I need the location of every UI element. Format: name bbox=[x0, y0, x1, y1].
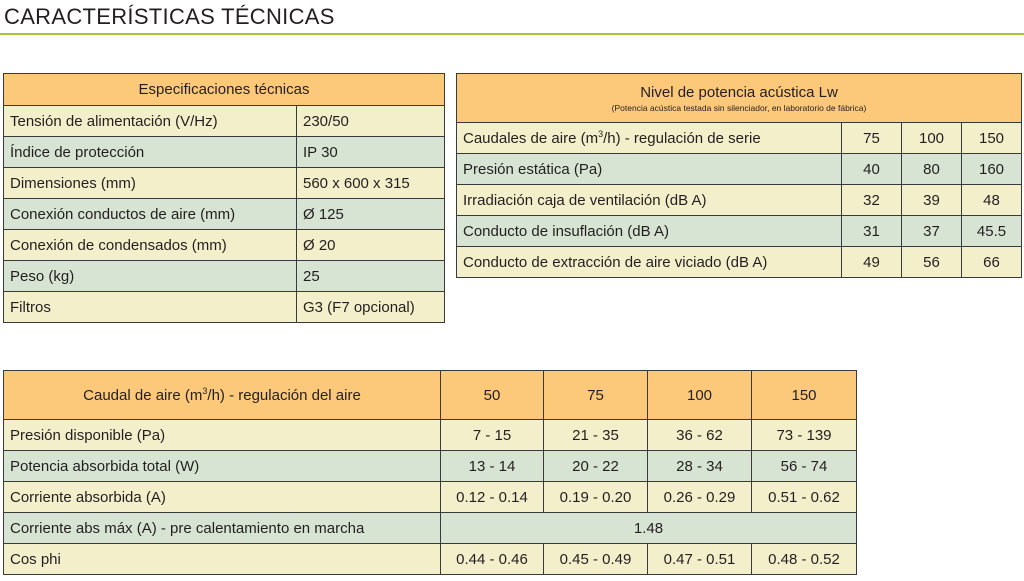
acoustic-cell: 160 bbox=[962, 154, 1022, 185]
airflow-cell: 73 - 139 bbox=[752, 420, 857, 451]
table-row bbox=[4, 168, 445, 199]
acoustic-cell: 32 bbox=[842, 185, 902, 216]
table-row bbox=[4, 261, 445, 292]
airflow-flow-header: 100 bbox=[648, 371, 752, 420]
acoustic-cell: 80 bbox=[902, 154, 962, 185]
table-row bbox=[457, 185, 1022, 216]
airflow-flow-header: 50 bbox=[441, 371, 544, 420]
table-row bbox=[4, 451, 857, 482]
airflow-cell: 0.45 - 0.49 bbox=[544, 544, 648, 575]
title-divider bbox=[0, 33, 1024, 35]
spec-value: G3 (F7 opcional) bbox=[297, 292, 445, 323]
spec-label: Índice de protección bbox=[4, 137, 297, 168]
airflow-row-label: Corriente absorbida (A) bbox=[4, 482, 441, 513]
spec-value: 560 x 600 x 315 bbox=[297, 168, 445, 199]
spec-label: Filtros bbox=[4, 292, 297, 323]
acoustic-title: Nivel de potencia acústica Lw bbox=[640, 83, 838, 101]
airflow-cell: 0.26 - 0.29 bbox=[648, 482, 752, 513]
airflow-cell: 56 - 74 bbox=[752, 451, 857, 482]
acoustic-row-label: Conducto de insuflación (dB A) bbox=[457, 216, 842, 247]
spec-value: 25 bbox=[297, 261, 445, 292]
spec-value: IP 30 bbox=[297, 137, 445, 168]
airflow-cell: 28 - 34 bbox=[648, 451, 752, 482]
acoustic-cell: 45.5 bbox=[962, 216, 1022, 247]
airflow-cell: 7 - 15 bbox=[441, 420, 544, 451]
airflow-cell: 21 - 35 bbox=[544, 420, 648, 451]
spec-value: Ø 125 bbox=[297, 199, 445, 230]
acoustic-row-label: Irradiación caja de ventilación (dB A) bbox=[457, 185, 842, 216]
spec-table bbox=[3, 73, 445, 323]
acoustic-cell: 56 bbox=[902, 247, 962, 278]
airflow-cell: 0.47 - 0.51 bbox=[648, 544, 752, 575]
acoustic-cell: 31 bbox=[842, 216, 902, 247]
spec-table-header: Especificaciones técnicas bbox=[4, 74, 445, 106]
airflow-cell: 0.19 - 0.20 bbox=[544, 482, 648, 513]
acoustic-cell: 39 bbox=[902, 185, 962, 216]
acoustic-flow-value: 100 bbox=[902, 123, 962, 154]
table-row bbox=[457, 154, 1022, 185]
spec-label: Dimensiones (mm) bbox=[4, 168, 297, 199]
airflow-header-label: Caudal de aire $(m^3/h)$ - regulación del aire bbox=[4, 371, 441, 420]
acoustic-cell: 49 bbox=[842, 247, 902, 278]
spec-value: Ø 20 bbox=[297, 230, 445, 261]
spec-label: Conexión conductos de aire (mm) bbox=[4, 199, 297, 230]
airflow-flow-header: 75 bbox=[544, 371, 648, 420]
airflow-cell: 20 - 22 bbox=[544, 451, 648, 482]
airflow-row-label: Presión disponible (Pa) bbox=[4, 420, 441, 451]
spec-value: 230/50 bbox=[297, 106, 445, 137]
table-row bbox=[457, 247, 1022, 278]
table-row bbox=[4, 513, 857, 544]
acoustic-row-label: Presión estática (Pa) bbox=[457, 154, 842, 185]
spec-label: Conexión de condensados (mm) bbox=[4, 230, 297, 261]
acoustic-cell: 37 bbox=[902, 216, 962, 247]
table-row bbox=[4, 544, 857, 575]
airflow-row-label: Potencia absorbida total (W) bbox=[4, 451, 441, 482]
airflow-cell: 0.51 - 0.62 bbox=[752, 482, 857, 513]
table-row bbox=[457, 123, 1022, 154]
airflow-row-label: Corriente abs máx (A) - pre calentamiento en marcha bbox=[4, 513, 441, 544]
airflow-cell: 13 - 14 bbox=[441, 451, 544, 482]
airflow-cell: 36 - 62 bbox=[648, 420, 752, 451]
airflow-cell: 0.48 - 0.52 bbox=[752, 544, 857, 575]
table-row bbox=[4, 106, 445, 137]
acoustic-cell: 40 bbox=[842, 154, 902, 185]
table-row bbox=[4, 137, 445, 168]
acoustic-flow-label: Caudales de aire $(m^3/h)$ - regulación de serie bbox=[457, 123, 842, 154]
acoustic-flow-value: 150 bbox=[962, 123, 1022, 154]
table-row bbox=[457, 216, 1022, 247]
spec-label: Peso (kg) bbox=[4, 261, 297, 292]
table-row bbox=[4, 482, 857, 513]
page-title: CARACTERÍSTICAS TÉCNICAS bbox=[4, 4, 335, 29]
airflow-row-label: Cos phi bbox=[4, 544, 441, 575]
table-row bbox=[4, 292, 445, 323]
acoustic-cell: 66 bbox=[962, 247, 1022, 278]
acoustic-cell: 48 bbox=[962, 185, 1022, 216]
acoustic-flow-value: 75 bbox=[842, 123, 902, 154]
acoustic-row-label: Conducto de extracción de aire viciado (dB A) bbox=[457, 247, 842, 278]
airflow-merged-cell: 1.48 bbox=[441, 513, 857, 544]
acoustic-table-header bbox=[457, 74, 1022, 123]
table-row bbox=[4, 420, 857, 451]
airflow-cell: 0.44 - 0.46 bbox=[441, 544, 544, 575]
acoustic-table bbox=[456, 73, 1022, 278]
table-row bbox=[4, 230, 445, 261]
acoustic-subtitle: (Potencia acústica testada sin silenciador, en laboratorio de fábrica) bbox=[611, 102, 867, 113]
spec-label: Tensión de alimentación (V/Hz) bbox=[4, 106, 297, 137]
table-row bbox=[4, 199, 445, 230]
airflow-cell: 0.12 - 0.14 bbox=[441, 482, 544, 513]
airflow-flow-header: 150 bbox=[752, 371, 857, 420]
airflow-table bbox=[3, 370, 857, 575]
